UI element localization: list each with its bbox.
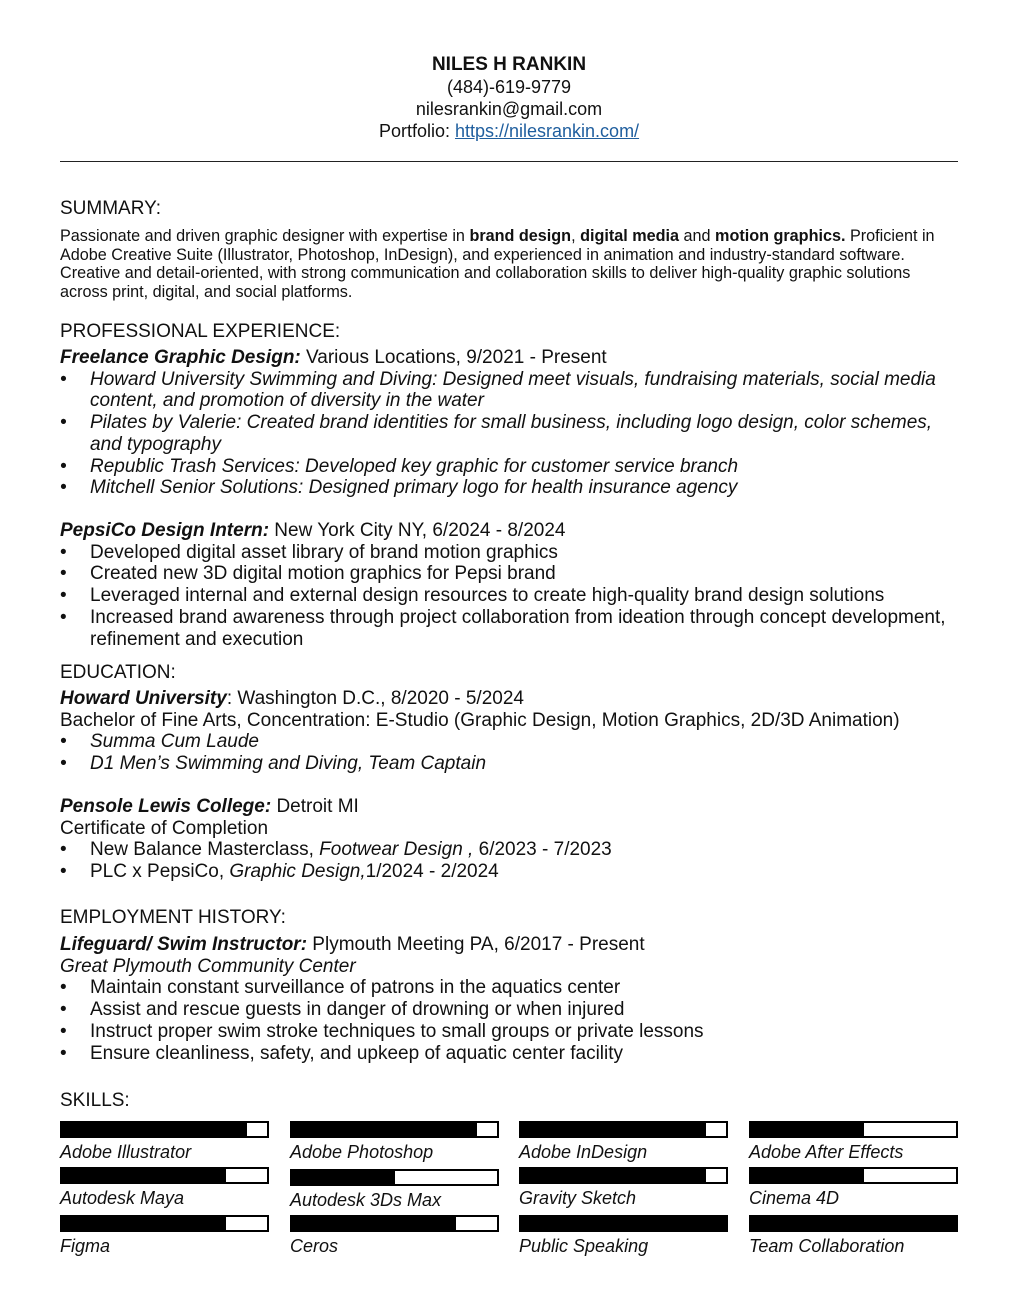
skill-bar: [290, 1215, 499, 1232]
course-subject: Graphic Design,: [229, 861, 366, 883]
phone-number: (484)-619-9779: [446, 77, 572, 97]
job-role: Freelance Graphic Design:: [60, 347, 301, 368]
bullet-dot: •: [60, 541, 67, 563]
school-line: [60, 688, 960, 710]
job-detail: Plymouth Meeting PA, 6/2017 - Present: [307, 934, 645, 955]
job-bullets: [60, 369, 960, 499]
bullet-dot: •: [60, 606, 67, 628]
job-detail: New York City NY, 6/2024 - 8/2024: [269, 520, 566, 541]
skill-item: [60, 1215, 269, 1256]
list-item: [60, 977, 960, 999]
skill-item: [60, 1121, 269, 1162]
skill-bar: [60, 1167, 269, 1184]
skill-item: [519, 1215, 728, 1256]
skill-bar-fill: [751, 1169, 864, 1182]
job-role: PepsiCo Design Intern:: [60, 520, 270, 541]
list-item: [60, 369, 960, 412]
skill-item: [290, 1169, 499, 1210]
skill-bar-fill: [751, 1217, 956, 1230]
degree: Bachelor of Fine Arts, Concentration: E-Studio (Graphic Design, Motion Graphics, 2D/3D Animation): [60, 709, 900, 731]
list-item: [60, 753, 960, 775]
bullet-dot: •: [60, 1042, 67, 1064]
bullet-dot: •: [60, 368, 67, 390]
skill-item: [749, 1167, 958, 1208]
job-title-line: [60, 347, 960, 369]
skill-item: [290, 1215, 499, 1256]
skill-name: Adobe Photoshop: [290, 1142, 434, 1162]
bullet-text: Maintain constant surveillance of patrons in the aquatics center: [90, 977, 621, 999]
skill-item: [749, 1121, 958, 1162]
skill-bar-fill: [292, 1217, 456, 1230]
honors-list: [60, 731, 960, 774]
bullet-text: Ensure cleanliness, safety, and upkeep of aquatic center facility: [90, 1042, 624, 1064]
list-item: [60, 412, 960, 455]
skill-name: Figma: [60, 1236, 111, 1256]
job-detail: Various Locations, 9/2021 - Present: [300, 347, 607, 368]
bullet-dot: •: [60, 563, 67, 585]
skill-bar-fill: [521, 1217, 726, 1230]
employer-name: Great Plymouth Community Center: [60, 955, 356, 977]
skill-bar: [519, 1121, 728, 1138]
skill-bar: [60, 1215, 269, 1232]
skill-name: Ceros: [290, 1236, 339, 1256]
list-item: [60, 585, 960, 607]
skill-bar-fill: [62, 1217, 226, 1230]
portfolio-link[interactable]: https://nilesrankin.com/: [454, 121, 640, 141]
job-role: Lifeguard/ Swim Instructor:: [60, 934, 308, 955]
school-detail: Detroit MI: [271, 796, 359, 817]
job-freelance: [60, 347, 960, 499]
course-dates: 1/2024 - 2/2024: [365, 861, 499, 883]
bullet-dot: •: [60, 861, 67, 883]
summary-paragraph: [60, 227, 960, 301]
skill-bar-fill: [62, 1169, 226, 1182]
skill-item: [519, 1121, 728, 1162]
summary-heading: SUMMARY:: [60, 198, 162, 219]
skill-name: Autodesk Maya: [60, 1188, 185, 1208]
list-item: [60, 607, 960, 650]
course-subject: Footwear Design ,: [319, 839, 474, 861]
skill-bar-fill: [62, 1123, 247, 1136]
skill-bar: [749, 1215, 958, 1232]
education-pensole: [60, 796, 960, 883]
list-item: [60, 542, 960, 564]
skill-bar: [60, 1121, 269, 1138]
list-item: [60, 839, 960, 861]
course-list: [60, 839, 960, 882]
skill-name: Public Speaking: [519, 1236, 649, 1256]
bullet-text: Summa Cum Laude: [90, 731, 259, 753]
header-divider: [60, 161, 958, 162]
bullet-text: Instruct proper swim stroke techniques to small groups or private lessons: [90, 1020, 704, 1042]
bullet-text: Increased brand awareness through project collaboration from ideation through concept development, refinement and execution: [90, 606, 946, 650]
summary-keyword-brand: brand design: [469, 227, 572, 245]
list-item: [60, 861, 960, 883]
bullet-text: Leveraged internal and external design resources to create high-quality brand design solutions: [90, 585, 885, 607]
bullet-text: D1 Men’s Swimming and Diving, Team Captain: [90, 753, 487, 775]
skill-name: Adobe Illustrator: [60, 1142, 192, 1162]
list-item: [60, 563, 960, 585]
bullet-dot: •: [60, 1020, 67, 1042]
course-provider: PLC x PepsiCo,: [90, 861, 230, 883]
education-heading: EDUCATION:: [60, 662, 176, 683]
job-bullets: [60, 542, 960, 651]
skill-item: [519, 1167, 728, 1208]
school-name: Howard University: [60, 688, 227, 709]
school-line: [60, 796, 960, 818]
candidate-name: NILES H RANKIN: [431, 54, 587, 75]
resume-header: [0, 54, 1018, 142]
skill-bar: [749, 1121, 958, 1138]
skill-bar: [290, 1169, 499, 1186]
bullet-dot: •: [60, 977, 67, 999]
job-pepsico: [60, 520, 960, 650]
skill-name: Gravity Sketch: [519, 1188, 637, 1208]
bullet-dot: •: [60, 455, 67, 477]
skill-name: Team Collaboration: [749, 1236, 905, 1256]
skill-bar-fill: [521, 1169, 706, 1182]
bullet-text: Howard University Swimming and Diving: Designed meet visuals, fundraising materials, social media content, and promotion of diversity in the water: [90, 368, 936, 412]
list-item: [60, 999, 960, 1021]
summary-text: Passionate and driven graphic designer with expertise in: [60, 227, 470, 245]
education-howard: [60, 688, 960, 775]
skill-bar-fill: [521, 1123, 706, 1136]
bullet-text: Developed digital asset library of brand motion graphics: [90, 541, 558, 563]
job-title-line: [60, 934, 960, 956]
skill-name: Adobe InDesign: [519, 1142, 648, 1162]
skill-name: Cinema 4D: [749, 1188, 840, 1208]
bullet-dot: •: [60, 477, 67, 499]
employment-heading: EMPLOYMENT HISTORY:: [60, 907, 286, 928]
bullet-dot: •: [60, 731, 67, 753]
bullet-text: Republic Trash Services: Developed key graphic for customer service branch: [90, 455, 739, 477]
list-item: [60, 731, 960, 753]
bullet-text: Mitchell Senior Solutions: Designed primary logo for health insurance agency: [90, 477, 738, 499]
employment-lifeguard: [60, 934, 960, 1064]
list-item: [60, 456, 960, 478]
school-detail: : Washington D.C., 8/2020 - 5/2024: [226, 688, 524, 709]
bullet-dot: •: [60, 839, 67, 861]
skills-heading: SKILLS:: [60, 1090, 130, 1111]
summary-keyword-digital: digital media: [580, 227, 680, 245]
skill-item: [60, 1167, 269, 1208]
bullet-dot: •: [60, 412, 67, 434]
summary-text: Proficient in Adobe Creative Suite (Illustrator, Photoshop, InDesign), and experienced in animation and industry-standard software. Creative and detail-oriented, with strong communication and collaboration skills to deliver high-quality graphic solutions across print, digital, and social platforms.: [60, 227, 935, 301]
email-address: nilesrankin@gmail.com: [415, 99, 603, 119]
skill-bar: [290, 1121, 499, 1138]
list-item: [60, 477, 960, 499]
skill-bar-fill: [292, 1171, 395, 1184]
bullet-text: Pilates by Valerie: Created brand identities for small business, including logo design, color schemes, and typography: [90, 412, 933, 455]
summary-text: and: [679, 227, 716, 245]
bullet-text: Created new 3D digital motion graphics for Pepsi brand: [90, 563, 556, 585]
bullet-dot: •: [60, 585, 67, 607]
skill-bar-fill: [292, 1123, 477, 1136]
bullet-dot: •: [60, 999, 67, 1021]
job-title-line: [60, 520, 960, 542]
bullet-text: Assist and rescue guests in danger of drowning or when injured: [90, 999, 625, 1021]
course-dates: 6/2023 - 7/2023: [473, 839, 612, 861]
course-provider: New Balance Masterclass,: [90, 839, 320, 861]
skill-bar: [519, 1215, 728, 1232]
bullet-dot: •: [60, 753, 67, 775]
certificate: Certificate of Completion: [60, 817, 269, 839]
skill-name: Autodesk 3Ds Max: [290, 1190, 442, 1210]
experience-heading: PROFESSIONAL EXPERIENCE:: [60, 321, 341, 342]
skill-bar: [749, 1167, 958, 1184]
summary-keyword-motion: motion graphics.: [715, 227, 846, 245]
list-item: [60, 1043, 960, 1065]
school-name: Pensole Lewis College:: [60, 796, 272, 817]
skill-name: Adobe After Effects: [749, 1142, 904, 1162]
portfolio-line: [0, 120, 1018, 142]
skill-bar: [519, 1167, 728, 1184]
list-item: [60, 1021, 960, 1043]
skill-item: [749, 1215, 958, 1256]
skill-item: [290, 1121, 499, 1162]
portfolio-label: Portfolio:: [378, 121, 455, 141]
skill-bar-fill: [751, 1123, 864, 1136]
summary-text: ,: [571, 227, 581, 245]
job-bullets: [60, 977, 960, 1064]
